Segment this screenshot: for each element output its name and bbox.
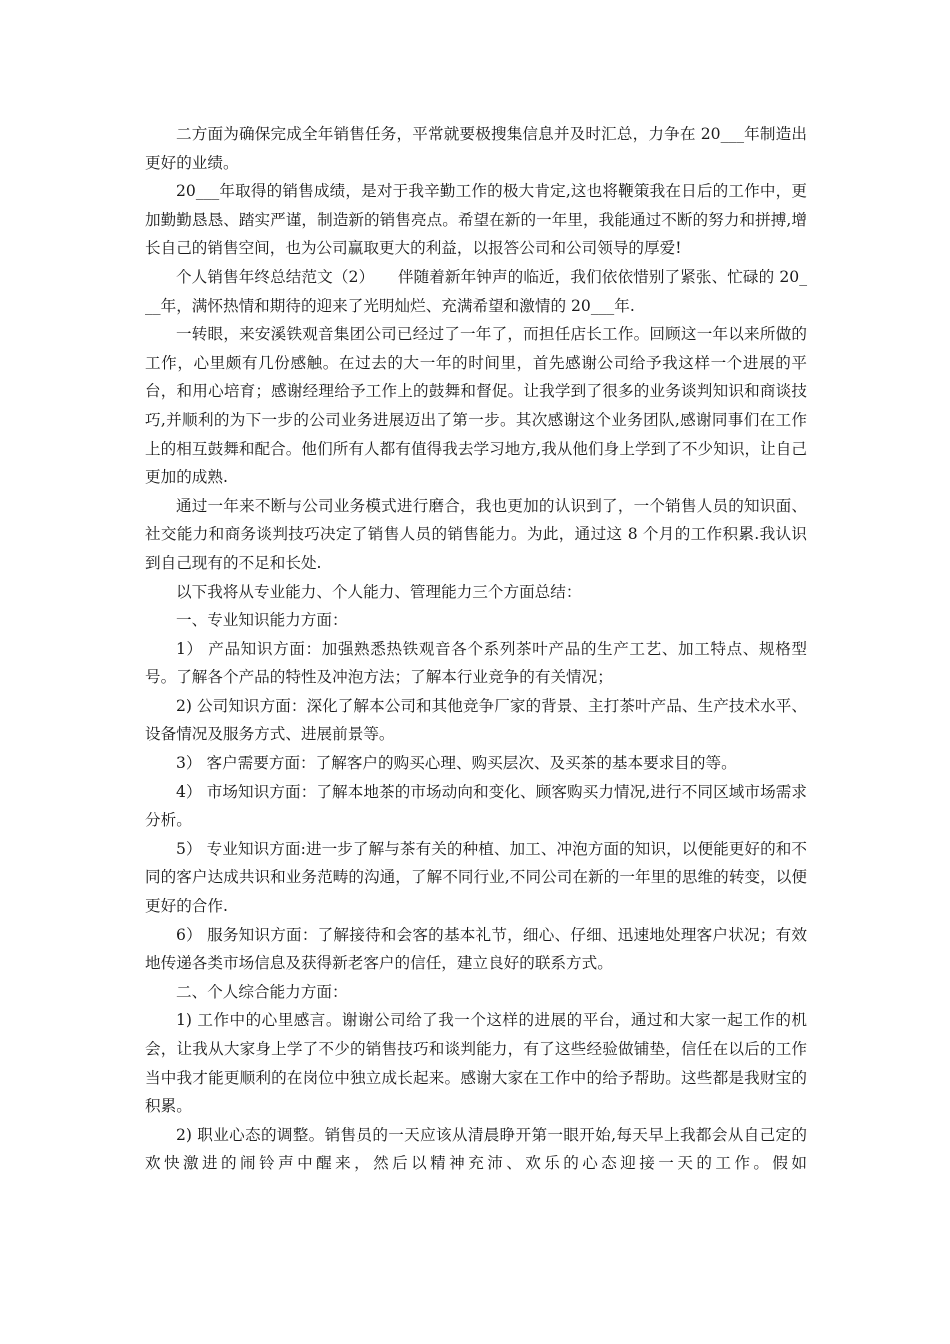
- paragraph: 个人销售年终总结范文（2） 伴随着新年钟声的临近，我们依依惜别了紧张、忙碌的 20___年，满怀热情和期待的迎来了光明灿烂、充满希望和激情的 20___年.: [145, 267, 807, 315]
- list-item: 1） 产品知识方面：加强熟悉热铁观音各个系列茶叶产品的生产工艺、加工特点、规格型号。了解各个产品的特性及冲泡方法；了解本行业竞争的有关情况；: [145, 639, 807, 687]
- section-heading: 一、专业知识能力方面：: [176, 611, 348, 630]
- paragraph: 二方面为确保完成全年销售任务，平常就要极搜集信息并及时汇总，力争在 20___年制造出更好的业绩。: [145, 125, 807, 172]
- document-page: [145, 120, 807, 1178]
- list-item: 2) 公司知识方面：深化了解本公司和其他竞争厂家的背景、主打茶叶产品、生产技术水平、设备情况及服务方式、进展前景等。: [145, 696, 807, 744]
- list-item: 4） 市场知识方面：了解本地茶的市场动向和变化、顾客购买力情况,进行不同区域市场需求分析。: [145, 782, 807, 830]
- list-item: 2) 职业心态的调整。销售员的一天应该从清晨睁开第一眼开始,每天早上我都会从自己定的欢快激进的闹铃声中醒来，然后以精神充沛、欢乐的心态迎接一天的工作。假如: [145, 1125, 807, 1173]
- paragraph: 20___年取得的销售成绩，是对于我辛勤工作的极大肯定,这也将鞭策我在日后的工作中，更加勤勤恳恳、踏实严谨，制造新的销售亮点。希望在新的一年里，我能通过不断的努力和拼搏,增长自己的销售空间，也为公司赢取更大的利益，以报答公司和公司领导的厚爱!: [145, 182, 807, 258]
- paragraph: 一转眼，来安溪铁观音集团公司已经过了一年了，而担任店长工作。回顾这一年以来所做的工作，心里颇有几份感触。在过去的大一年的时间里，首先感谢公司给予我这样一个进展的平台，和用心培育；感谢经理给予工作上的鼓舞和督促。让我学到了很多的业务谈判知识和商谈技巧,并顺利的为下一步的公司业务进展迈出了第一步。其次感谢这个业务团队,感谢同事们在工作上的相互鼓舞和配合。他们所有人都有值得我去学习地方,我从他们身上学到了不少知识，让自己更加的成熟.: [145, 325, 807, 487]
- list-item: 6） 服务知识方面：了解接待和会客的基本礼节，细心、仔细、迅速地处理客户状况；有效地传递各类市场信息及获得新老客户的信任，建立良好的联系方式。: [145, 925, 807, 973]
- section-heading: 二、个人综合能力方面：: [176, 982, 348, 1001]
- paragraph: 以下我将从专业能力、个人能力、管理能力三个方面总结：: [176, 582, 582, 601]
- list-item: 3） 客户需要方面：了解客户的购买心理、购买层次、及买茶的基本要求目的等。: [176, 754, 737, 773]
- paragraph: 通过一年来不断与公司业务模式进行磨合，我也更加的认识到了，一个销售人员的知识面、社交能力和商务谈判技巧决定了销售人员的销售能力。为此，通过这 8 个月的工作积累.我认识到自己现有的不足和长处.: [145, 496, 807, 572]
- list-item: 1) 工作中的心里感言。谢谢公司给了我一个这样的进展的平台，通过和大家一起工作的机会，让我从大家身上学了不少的销售技巧和谈判能力，有了这些经验做铺垫，信任在以后的工作当中我才能更顺利的在岗位中独立成长起来。感谢大家在工作中的给予帮助。这些都是我财宝的积累。: [145, 1011, 807, 1116]
- list-item: 5） 专业知识方面:进一步了解与茶有关的种植、加工、冲泡方面的知识，以便能更好的和不同的客户达成共识和业务范畴的沟通，了解不同行业,不同公司在新的一年里的思维的转变，以便更好的合作.: [145, 839, 807, 916]
